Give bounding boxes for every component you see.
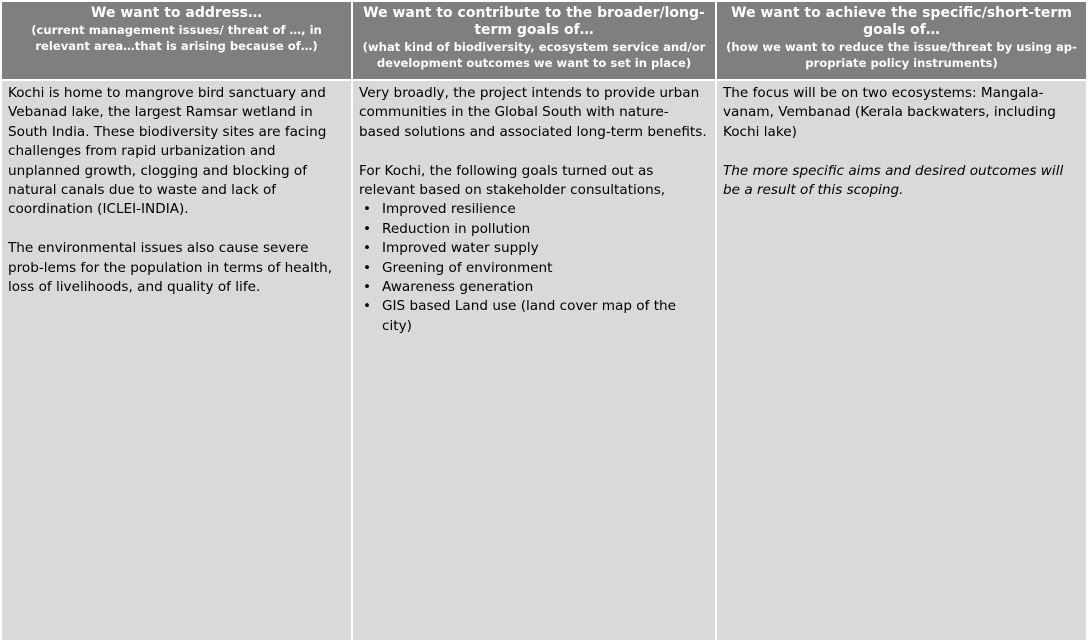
cell-paragraph: The more specific aims and desired outcomes will be a result of this scoping. [723, 162, 1064, 199]
cell-paragraph: Kochi is home to mangrove bird sanctuary and Vebanad lake, the largest Ramsar wetland in South India. These biodiversity sites are facing challenges from rapid urbanization and unplanned growth, clogging and blocking of natural canals due to waste and lack of coordination (ICLEI-INDIA). [8, 85, 327, 218]
header-subtitle: (current management issues/ threat of …, in relevant area…that is arising because of…) [31, 23, 322, 53]
header-title: We want to address… [91, 5, 262, 21]
column-header-long-term-goals [353, 2, 715, 79]
header-title: We want to achieve the specific/short-term goals of… [731, 5, 1072, 38]
cell-address [2, 81, 351, 640]
list-item: • Awareness generation [363, 278, 709, 297]
list-item: • Greening of environment [363, 259, 709, 278]
header-subtitle: (what kind of biodiversity, ecosystem service and/or development outcomes we want to set in place) [362, 40, 706, 70]
cell-paragraph: The environmental issues also cause severe prob-lems for the population in terms of health, loss of livelihoods, and quality of life. [8, 240, 333, 296]
list-item: • Reduction in pollution [363, 220, 709, 239]
cell-long-term-goals [353, 81, 715, 640]
list-item: • Improved resilience [363, 200, 709, 219]
goals-table [2, 2, 1086, 640]
cell-short-term-goals [717, 81, 1086, 640]
cell-paragraph: The focus will be on two ecosystems: Mangala-vanam, Vembanad (Kerala backwaters, including Kochi lake) [723, 85, 1056, 140]
column-header-address [2, 2, 351, 79]
header-title: We want to contribute to the broader/long-term goals of… [363, 5, 705, 38]
header-subtitle: (how we want to reduce the issue/threat by using ap-propriate policy instruments) [726, 40, 1077, 70]
list-item: • GIS based Land use (land cover map of the city) [363, 297, 709, 336]
cell-paragraph: Very broadly, the project intends to provide urban communities in the Global South with nature-based solutions and associated long-term benefits. [359, 85, 707, 140]
list-item: • Improved water supply [363, 239, 709, 258]
cell-paragraph: For Kochi, the following goals turned out as relevant based on stakeholder consultations, [359, 162, 666, 199]
column-header-short-term-goals [717, 2, 1086, 79]
goals-list [359, 200, 709, 336]
